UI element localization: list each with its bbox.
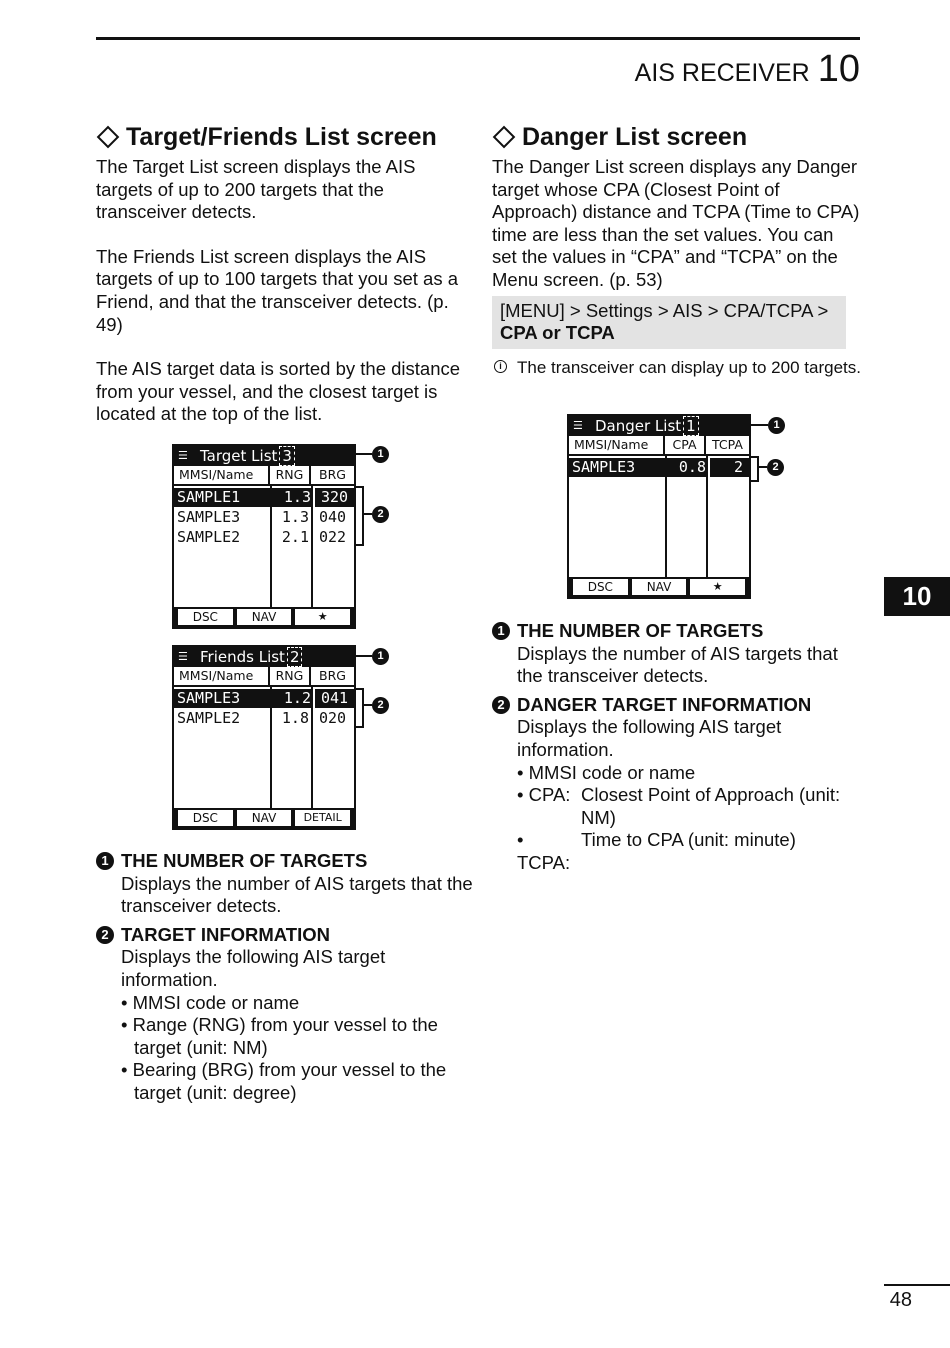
note: i The transceiver can display up to 200 targets.	[492, 357, 862, 378]
section-title-target-friends: Target/Friends List screen	[96, 122, 466, 152]
paragraph: The Target List screen displays the AIS targets of up to 200 targets that the transceiver detects.	[96, 156, 416, 223]
friends-list-screen	[172, 645, 356, 830]
softkey-bar	[569, 577, 749, 597]
bullet: • MMSI code or name	[517, 761, 696, 783]
softkey-star: ★	[295, 609, 350, 625]
paragraph: The Friends List screen displays the AIS targets of up to 100 targets that you set as a Friend, and that the transceiver detects. (p. 49)	[96, 245, 459, 335]
item-heading: 1 THE NUMBER OF TARGETS	[96, 850, 476, 873]
table-row: SAMPLE3 0.8 2	[569, 458, 749, 477]
screen-title: Danger List	[595, 417, 682, 435]
target-list-screen	[172, 444, 356, 629]
table-row: SAMPLE2 2.1 022	[177, 528, 347, 546]
softkey-dsc: DSC	[573, 579, 628, 595]
bullet: • Range (RNG) from your vessel to the target (unit: NM)	[121, 1014, 438, 1058]
chapter-number: 10	[817, 48, 860, 90]
column-headers: MMSI/Name RNG BRG	[174, 667, 354, 687]
bullet: • TCPA: Time to CPA (unit: minute)	[517, 829, 796, 873]
softkey-dsc: DSC	[178, 810, 233, 826]
chapter-header	[635, 48, 860, 91]
chapter-tab[interactable]: 10	[884, 577, 950, 616]
menu-icon: ☰	[178, 650, 188, 663]
paragraph: The AIS target data is sorted by the distance from your vessel, and the closest target is located at the top of the list.	[96, 358, 461, 425]
diamond-icon	[97, 126, 120, 149]
softkey-detail: DETAIL	[295, 810, 350, 826]
screen-title-bar	[569, 416, 749, 436]
softkey-nav: NAV	[632, 579, 687, 595]
right-column	[492, 122, 862, 378]
item-heading: 2 TARGET INFORMATION	[96, 924, 476, 947]
item-heading: 2 DANGER TARGET INFORMATION	[492, 694, 862, 717]
table-row: SAMPLE1 1.3 320	[174, 488, 354, 507]
section-title-danger: Danger List screen	[492, 122, 862, 152]
bullet: • CPA: Closest Point of Approach (unit: NM)	[517, 784, 841, 828]
bullet: • Bearing (BRG) from your vessel to the target (unit: degree)	[121, 1059, 447, 1103]
danger-list-screen	[567, 414, 751, 599]
softkey-bar	[174, 607, 354, 627]
paragraph: The Danger List screen displays any Danger target whose CPA (Closest Point of Approach) distance and TCPA (Time to CPA) time are less than the set values. You can set the values in “CPA” and “TCPA” on the Menu screen. (p. 53)	[492, 156, 860, 290]
target-count: 2	[287, 647, 303, 667]
menu-path-box: [MENU] > Settings > AIS > CPA/TCPA > CPA or TCPA	[492, 296, 846, 349]
screen-title-bar	[174, 647, 354, 667]
table-row: SAMPLE2 1.8 020	[177, 709, 347, 727]
left-column	[96, 122, 466, 426]
chapter-title: AIS RECEIVER	[634, 59, 810, 87]
diamond-icon	[493, 126, 516, 149]
info-icon: i	[494, 360, 507, 373]
softkey-bar	[174, 808, 354, 828]
callout-2: 2	[372, 697, 389, 714]
target-count: 1	[683, 416, 699, 436]
target-count: 3	[279, 446, 295, 466]
page-number-rule	[884, 1284, 950, 1286]
table-row: SAMPLE3 1.3 040	[177, 508, 347, 526]
softkey-nav: NAV	[237, 810, 292, 826]
left-item-list	[96, 850, 476, 1105]
softkey-dsc: DSC	[178, 609, 233, 625]
right-item-list	[492, 620, 862, 875]
table-row: SAMPLE3 1.2 041	[174, 689, 354, 708]
item-text: Displays the following AIS target information.	[121, 946, 386, 990]
callout-2: 2	[767, 459, 784, 476]
callout-1: 1	[372, 446, 389, 463]
column-headers: MMSI/Name CPA TCPA	[569, 436, 749, 456]
screen-title: Target List	[200, 447, 278, 465]
callout-1: 1	[372, 648, 389, 665]
item-text: Displays the number of AIS targets that the transceiver detects.	[517, 642, 838, 687]
header-rule	[96, 37, 860, 40]
bullet: • MMSI code or name	[121, 991, 300, 1013]
item-text: Displays the following AIS target information.	[517, 716, 782, 760]
item-heading: 1 THE NUMBER OF TARGETS	[492, 620, 862, 643]
item-text: Displays the number of AIS targets that the transceiver detects.	[121, 872, 473, 917]
menu-icon: ☰	[178, 449, 188, 462]
callout-2: 2	[372, 506, 389, 523]
menu-icon: ☰	[573, 419, 583, 432]
callout-1: 1	[768, 417, 785, 434]
page-number: 48	[889, 1289, 912, 1311]
screen-title: Friends List	[200, 648, 285, 666]
softkey-star: ★	[690, 579, 745, 595]
softkey-nav: NAV	[237, 609, 292, 625]
screen-title-bar	[174, 446, 354, 466]
column-headers: MMSI/Name RNG BRG	[174, 466, 354, 486]
